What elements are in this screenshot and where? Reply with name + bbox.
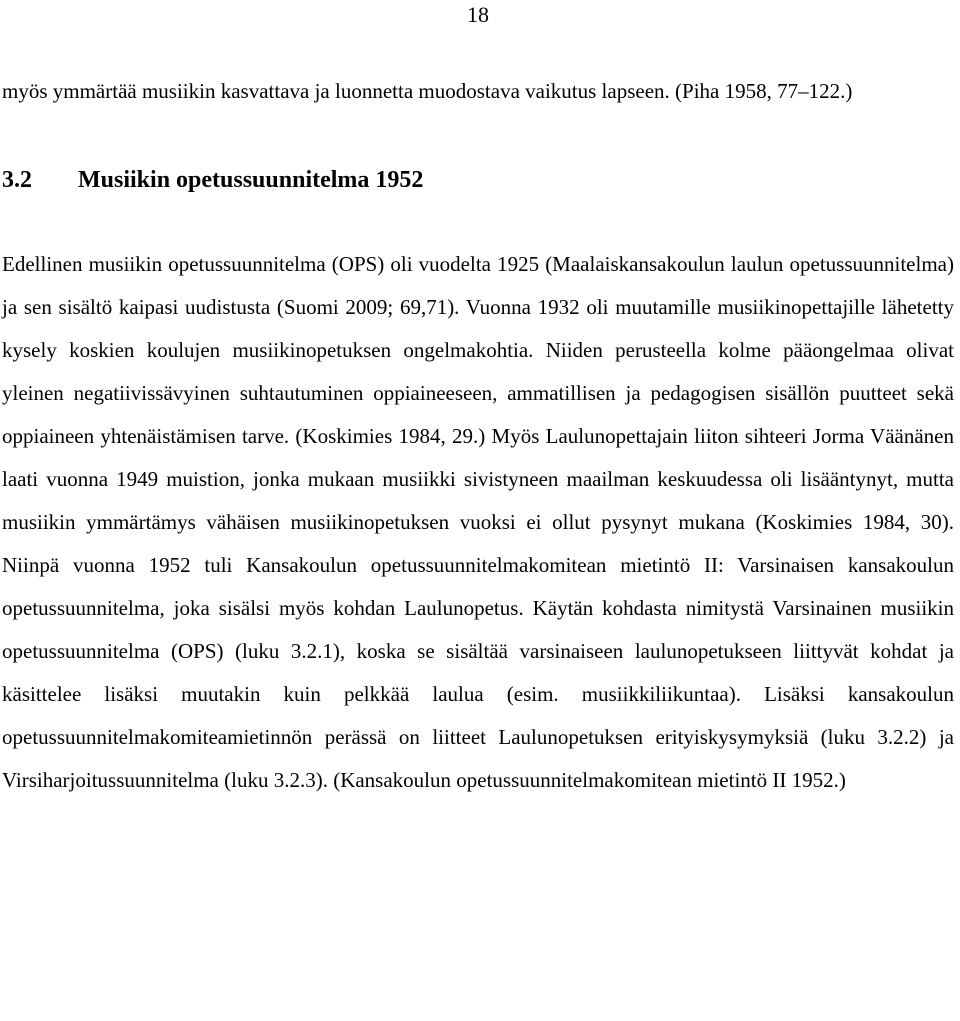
page-number: 18 <box>467 2 489 27</box>
section-heading <box>2 165 954 195</box>
section-title: Musiikin opetussuunnitelma 1952 <box>78 167 424 193</box>
document-content <box>2 70 954 802</box>
intro-paragraph: myös ymmärtää musiikin kasvattava ja luonnetta muodostava vaikutus lapseen. (Piha 1958, 77–122.) <box>2 79 853 103</box>
section-number: 3.2 <box>2 167 32 193</box>
body-paragraph: Edellinen musiikin opetussuunnitelma (OPS) oli vuodelta 1925 (Maalaiskansakoulun laulun opetussuunnitelma) ja sen sisältö kaipasi uudistusta (Suomi 2009; 69,71). Vuonna 1932 oli muutamille musiikinopettajille lähetetty kysely koskien koulujen musiikinopetuksen ongelmakohtia. Niiden perusteella kolme pääongelmaa olivat yleinen negatiivissävyinen suhtautuminen oppiaineeseen, ammatillisen ja pedagogisen sisällön puutteet sekä oppiaineen yhtenäistämisen tarve. (Koskimies 1984, 29.) Myös Laulunopettajain liiton sihteeri Jorma Väänänen laati vuonna 1949 muistion, jonka mukaan musiikki sivistyneen maailman keskuudessa oli lisääntynyt, mutta musiikin ymmärtämys vähäisen musiikinopetuksen vuoksi ei ollut pysynyt mukana (Koskimies 1984, 30). Niinpä vuonna 1952 tuli Kansakoulun opetussuunnitelmakomitean mietintö II: Varsinaisen kansakoulun opetussuunnitelma, joka sisälsi myös kohdan Laulunopetus. Käytän kohdasta nimitystä Varsinainen musiikin opetussuunnitelma (OPS) (luku 3.2.1), koska se sisältää varsinaiseen laulunopetukseen liittyvät kohdat ja käsittelee lisäksi muutakin kuin pelkkää laulua (esim. musiikkiliikuntaa). Lisäksi kansakoulun opetussuunnitelmakomiteamietinnön perässä on liitteet Laulunopetuksen erityiskysymyksiä (luku 3.2.2) ja Virsiharjoitussuunnitelma (luku 3.2.3). (Kansakoulun opetussuunnitelmakomitean mietintö II 1952.) <box>2 252 954 792</box>
